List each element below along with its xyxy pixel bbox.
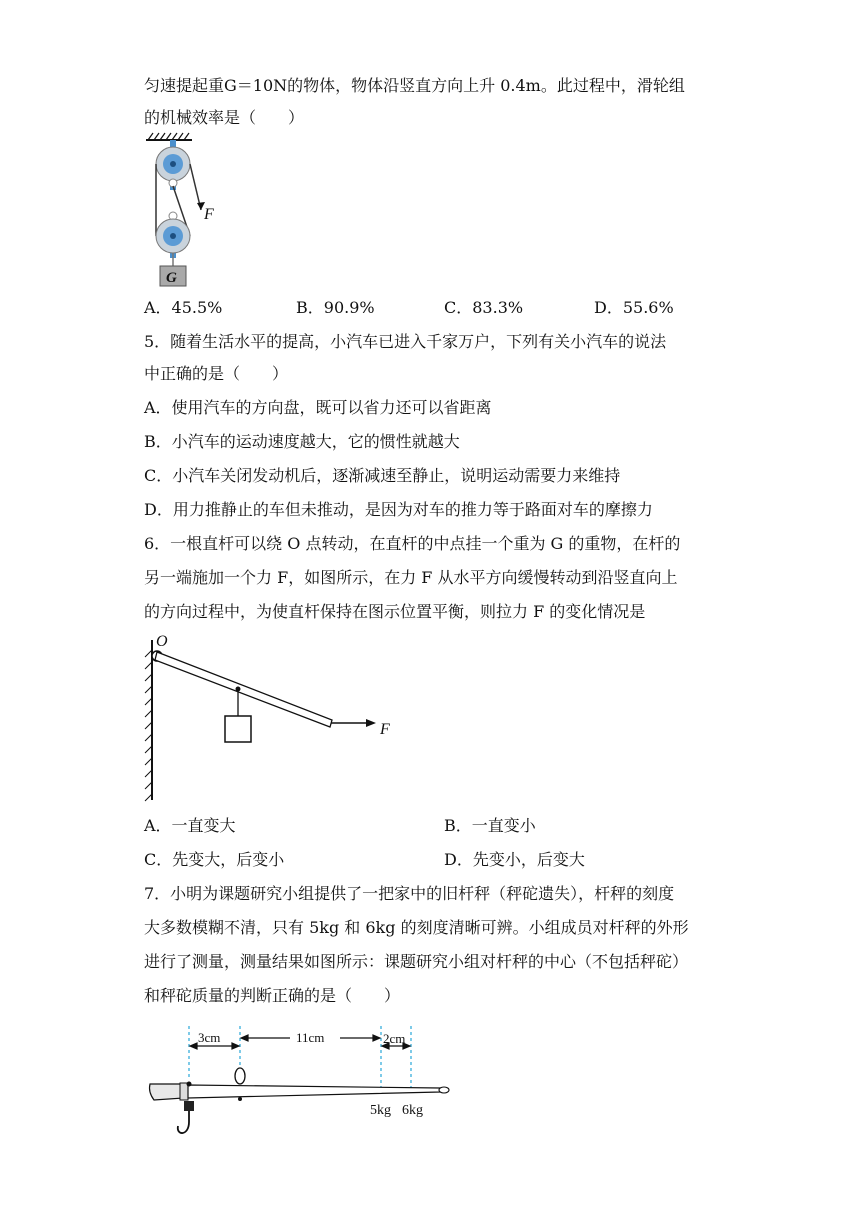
q7-text-line-4: 和秤砣质量的判断正确的是（ ） [144,986,401,1005]
dimension-3cm: 3cm [198,1030,221,1045]
steelyard-figure [140,1018,470,1143]
q7-text-line-3: 进行了测量，测量结果如图所示：课题研究小组对杆秤的中心（不包括秤砣） [144,952,689,971]
dimension-11cm: 11cm [296,1030,325,1045]
lever-figure [140,630,410,805]
q4-text-line-1: 匀速提起重G＝10N的物体，物体沿竖直方向上升 0.4m。此过程中，滑轮组 [144,76,685,95]
q4-option-d[interactable]: D．55.6% [594,298,674,317]
q4-option-a[interactable]: A．45.5% [144,298,223,317]
scale-mark-5kg: 5kg [370,1103,391,1118]
scale-mark-6kg: 6kg [402,1103,423,1118]
weight-label: G [166,270,177,286]
q5-option-d[interactable]: D．用力推静止的车但未推动，是因为对车的推力等于路面对车的摩擦力 [144,500,653,519]
q5-text-line-2: 中正确的是（ ） [144,364,289,383]
q4-option-c[interactable]: C．83.3% [444,298,524,317]
q5-text-line-1: 5．随着生活水平的提高，小汽车已进入千家万户，下列有关小汽车的说法 [144,332,667,351]
q5-option-c[interactable]: C．小汽车关闭发动机后，逐渐减速至静止，说明运动需要力来维持 [144,466,621,485]
q7-text-line-2: 大多数模糊不清，只有 5kg 和 6kg 的刻度清晰可辨。小组成员对杆秤的外形 [144,918,689,937]
q6-option-b[interactable]: B．一直变小 [444,816,536,835]
pulley-force-label: F [204,206,214,223]
q6-option-c[interactable]: C．先变大，后变小 [144,850,285,869]
pulley-system-figure [140,128,240,288]
q5-option-a[interactable]: A．使用汽车的方向盘，既可以省力还可以省距离 [144,398,492,417]
q6-text-line-3: 的方向过程中，为使直杆保持在图示位置平衡，则拉力 F 的变化情况是 [144,602,646,621]
q6-text-line-1: 6．一根直杆可以绕 O 点转动，在直杆的中点挂一个重为 G 的重物，在杆的 [144,534,681,553]
q7-text-line-1: 7．小明为课题研究小组提供了一把家中的旧杆秤（秤砣遗失），杆秤的刻度 [144,884,675,903]
q4-option-b[interactable]: B．90.9% [296,298,375,317]
q6-text-line-2: 另一端施加一个力 F，如图所示，在力 F 从水平方向缓慢转动到沿竖直向上 [144,568,678,587]
q6-option-a[interactable]: A．一直变大 [144,816,236,835]
lever-force-label: F [380,721,390,738]
pivot-label: O [156,633,168,650]
q5-option-b[interactable]: B．小汽车的运动速度越大，它的惯性就越大 [144,432,460,451]
q6-option-d[interactable]: D．先变小，后变大 [444,850,585,869]
dimension-2cm: 2cm [383,1031,406,1046]
q4-text-line-2: 的机械效率是（ ） [144,108,305,127]
